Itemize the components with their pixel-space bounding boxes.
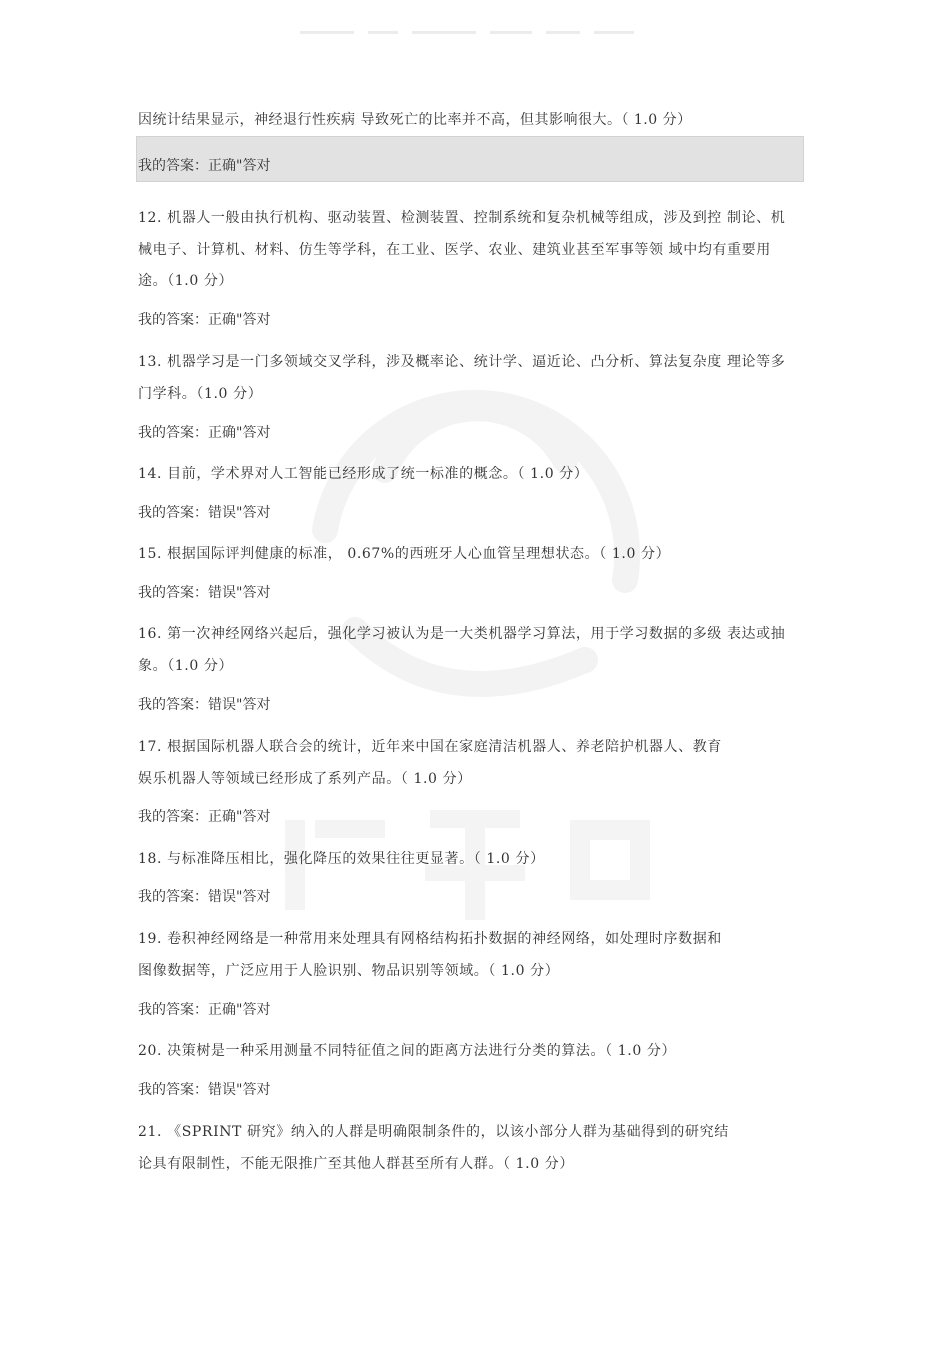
question-16 [138, 619, 802, 682]
question-line: 13. 机器学习是一门多领域交叉学科，涉及概率论、统计学、逼近论、凸分析、算法复杂度 理论等多 [138, 354, 786, 370]
question-21 [138, 1117, 802, 1180]
question-line: 14. 目前，学术界对人工智能已经形成了统一标准的概念。（ 1.0 分） [138, 466, 589, 482]
question-15 [138, 539, 802, 571]
answer-18: 我的答案：错误"答对 [138, 889, 271, 905]
intro-question: 因统计结果显示，神经退行性疾病 导致死亡的比率并不高，但其影响很大。（ 1.0 分） [138, 112, 692, 128]
answer-15: 我的答案：错误"答对 [138, 585, 271, 601]
question-line: 图像数据等，广泛应用于人脸识别、物品识别等领域。（ 1.0 分） [138, 962, 560, 979]
answer-20: 我的答案：错误"答对 [138, 1082, 271, 1098]
answer-13: 我的答案：正确"答对 [138, 425, 271, 441]
question-13 [138, 347, 802, 410]
question-line: 娱乐机器人等领域已经形成了系列产品。（ 1.0 分） [138, 770, 472, 787]
question-line: 20. 决策树是一种采用测量不同特征值之间的距离方法进行分类的算法。（ 1.0 分） [138, 1043, 677, 1059]
question-line: 17. 根据国际机器人联合会的统计，近年来中国在家庭清洁机器人、养老陪护机器人、教育 [138, 739, 722, 755]
question-line: 21. 《SPRINT 研究》纳入的人群是明确限制条件的，以该小部分人群为基础得到的研究结 [138, 1124, 729, 1140]
answer-17: 我的答案：正确"答对 [138, 809, 271, 825]
question-line: 18. 与标准降压相比，强化降压的效果往往更显著。（ 1.0 分） [138, 851, 545, 867]
question-18 [138, 844, 802, 876]
question-14 [138, 459, 802, 491]
question-20 [138, 1036, 802, 1068]
question-line: 16. 第一次神经网络兴起后，强化学习被认为是一大类机器学习算法，用于学习数据的多级 表达或抽 [138, 626, 786, 642]
intro-answer: 我的答案：正确"答对 [138, 158, 271, 174]
question-line: 途。（1.0 分） [138, 273, 234, 289]
answer-16: 我的答案：错误"答对 [138, 697, 271, 713]
question-line: 12. 机器人一般由执行机构、驱动装置、检测装置、控制系统和复杂机械等组成，涉及到控 制论、机 [138, 210, 786, 226]
answer-19: 我的答案：正确"答对 [138, 1002, 271, 1018]
answer-14: 我的答案：错误"答对 [138, 505, 271, 521]
question-19 [138, 924, 802, 987]
question-17 [138, 732, 802, 795]
question-line: 门学科。（1.0 分） [138, 385, 263, 402]
question-line: 15. 根据国际评判健康的标准， 0.67%的西班牙人心血管呈理想状态。（ 1.0 分） [138, 546, 671, 562]
question-12 [138, 203, 802, 298]
question-line: 象。（1.0 分） [138, 657, 234, 674]
question-line: 论具有限制性，不能无限推广至其他人群甚至所有人群。（ 1.0 分） [138, 1155, 574, 1172]
question-line: 械电子、计算机、材料、仿生等学科，在工业、医学、农业、建筑业甚至军事等领 域中均有重要用 [138, 241, 771, 258]
faded-header [300, 26, 680, 38]
question-line: 19. 卷积神经网络是一种常用来处理具有网格结构拓扑数据的神经网络，如处理时序数据和 [138, 931, 722, 947]
answer-12: 我的答案：正确"答对 [138, 312, 271, 328]
